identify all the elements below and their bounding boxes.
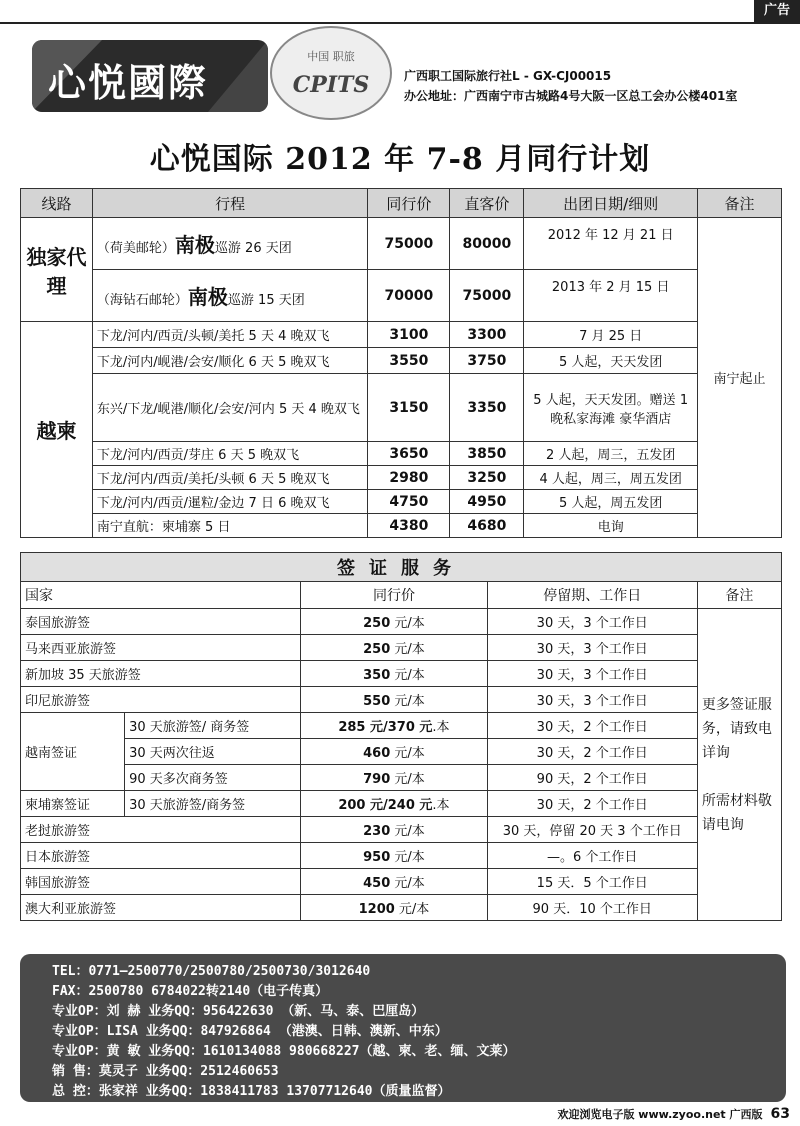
retail-price: 4680 <box>450 514 524 538</box>
visa-type: 90 天多次商务签 <box>125 765 301 791</box>
visa-type: 30 天两次往返 <box>125 739 301 765</box>
visa-stay: 30 天，3 个工作日 <box>487 635 697 661</box>
table-row <box>21 791 782 817</box>
visa-stay: 30 天，2 个工作日 <box>487 713 697 739</box>
contact-op-1: 专业OP：刘 赫 业务QQ：956422630 （新、马、泰、巴厘岛） <box>52 1004 425 1019</box>
retail-price: 4950 <box>450 490 524 514</box>
exclusive-label: 独家代理 <box>21 218 93 322</box>
departure-date: 5 人起，天天发团 <box>524 348 698 374</box>
table-row <box>21 609 782 635</box>
visa-price: 950 元/本 <box>301 843 487 869</box>
page-number: 63 <box>770 1106 790 1122</box>
retail-price: 80000 <box>450 218 524 270</box>
trade-price: 3650 <box>368 442 450 466</box>
departure-date: 5 人起，天天发团。赠送 1 晚私家海滩 豪华酒店 <box>524 374 698 442</box>
route-text: 下龙/河内/西贡/芽庄 6 天 5 晚双飞 <box>92 442 368 466</box>
col-trade-price: 同行价 <box>368 189 450 218</box>
visa-price: 1200 元/本 <box>301 895 487 921</box>
visa-country: 新加坡 35 天旅游签 <box>21 661 301 687</box>
cruise-itinerary: （海钻石邮轮）南极巡游 15 天团 <box>92 270 368 322</box>
col-note: 备注 <box>698 189 782 218</box>
table-row <box>21 661 782 687</box>
table-row <box>21 869 782 895</box>
visa-type: 30 天旅游签/商务签 <box>125 791 301 817</box>
vietnam-visa-label: 越南签证 <box>21 713 125 791</box>
brand-logo <box>32 40 268 112</box>
visa-country: 澳大利亚旅游签 <box>21 895 301 921</box>
departure-date: 7 月 25 日 <box>524 322 698 348</box>
visa-stay: 90 天．10 个工作日 <box>487 895 697 921</box>
table-row <box>21 765 782 791</box>
contact-panel <box>20 954 786 1102</box>
cpits-emblem <box>270 26 392 120</box>
visa-country: 马来西亚旅游签 <box>21 635 301 661</box>
trade-price: 2980 <box>368 466 450 490</box>
trade-price: 75000 <box>368 218 450 270</box>
retail-price: 3750 <box>450 348 524 374</box>
visa-stay: 90 天，2 个工作日 <box>487 765 697 791</box>
visa-price: 550 元/本 <box>301 687 487 713</box>
col-retail-price: 直客价 <box>450 189 524 218</box>
visa-stay: 30 天，停留 20 天 3 个工作日 <box>487 817 697 843</box>
visa-type: 30 天旅游签/ 商务签 <box>125 713 301 739</box>
visa-price: 230 元/本 <box>301 817 487 843</box>
visa-header-row <box>21 582 782 609</box>
table-row <box>21 442 782 466</box>
retail-price: 3850 <box>450 442 524 466</box>
route-text: 东兴/下龙/岘港/顺化/会安/河内 5 天 4 晚双飞 <box>92 374 368 442</box>
visa-price: 250 元/本 <box>301 609 487 635</box>
retail-price: 3350 <box>450 374 524 442</box>
visa-stay: 30 天，3 个工作日 <box>487 661 697 687</box>
visa-country: 印尼旅游签 <box>21 687 301 713</box>
visa-price: 450 元/本 <box>301 869 487 895</box>
table-row <box>21 270 782 322</box>
route-text: 下龙/河内/岘港/会安/顺化 6 天 5 晚双飞 <box>92 348 368 374</box>
departure-date: 2013 年 2 月 15 日 <box>524 270 698 322</box>
visa-country: 老挝旅游签 <box>21 817 301 843</box>
tour-header-row <box>21 189 782 218</box>
visa-country: 韩国旅游签 <box>21 869 301 895</box>
trade-price: 4380 <box>368 514 450 538</box>
table-row <box>21 895 782 921</box>
visa-price: 790 元/本 <box>301 765 487 791</box>
visa-stay: 15 天．5 个工作日 <box>487 869 697 895</box>
agency-name: 广西职工国际旅行社L - GX-CJ00015 <box>404 69 612 83</box>
route-text: 南宁直航：柬埔寨 5 日 <box>92 514 368 538</box>
retail-price: 3250 <box>450 466 524 490</box>
visa-table <box>20 552 782 921</box>
departure-date: 电询 <box>524 514 698 538</box>
visa-banner: 签证服务 <box>21 553 782 582</box>
departure-date: 2 人起，周三，五发团 <box>524 442 698 466</box>
top-rule <box>0 22 800 24</box>
visa-stay: 30 天，2 个工作日 <box>487 791 697 817</box>
col-country: 国家 <box>21 582 301 609</box>
table-row <box>21 514 782 538</box>
visa-price: 250 元/本 <box>301 635 487 661</box>
table-row <box>21 322 782 348</box>
visa-stay: —。6 个工作日 <box>487 843 697 869</box>
vietnam-cambodia-label: 越柬 <box>21 322 93 538</box>
contact-tel: TEL：0771—2500770/2500780/2500730/3012640 <box>52 964 371 979</box>
col-stay: 停留期、工作日 <box>487 582 697 609</box>
visa-price: 285 元/370 元.本 <box>301 713 487 739</box>
table-row <box>21 218 782 270</box>
page-title: 心悦国际 2012 年 7-8 月同行计划 <box>149 142 651 177</box>
visa-country: 泰国旅游签 <box>21 609 301 635</box>
visa-stay: 30 天，3 个工作日 <box>487 609 697 635</box>
trade-price: 4750 <box>368 490 450 514</box>
contact-sales: 销 售：莫灵子 业务QQ：2512460653 <box>52 1064 279 1079</box>
table-row <box>21 466 782 490</box>
col-route-line: 线路 <box>21 189 93 218</box>
visa-price: 460 元/本 <box>301 739 487 765</box>
col-visa-note: 备注 <box>697 582 781 609</box>
visa-country: 柬埔寨签证 <box>21 791 125 817</box>
trade-price: 70000 <box>368 270 450 322</box>
trade-price: 3100 <box>368 322 450 348</box>
table-row <box>21 817 782 843</box>
route-text: 下龙/河内/西贡/美托/头顿 6 天 5 晚双飞 <box>92 466 368 490</box>
route-text: 下龙/河内/西贡/头顿/美托 5 天 4 晚双飞 <box>92 322 368 348</box>
emblem-cn-text: 中国 职旅 <box>307 50 355 63</box>
table-row <box>21 687 782 713</box>
retail-price: 75000 <box>450 270 524 322</box>
cruise-itinerary: （荷美邮轮）南极巡游 26 天团 <box>92 218 368 270</box>
departure-date: 4 人起，周三，周五发团 <box>524 466 698 490</box>
table-row <box>21 374 782 442</box>
contact-op-3: 专业OP：黄 敏 业务QQ：1610134088 980668227（越、柬、老、缅、文莱） <box>52 1044 516 1059</box>
visa-note: 更多签证服务，请致电详询 所需材料敬请电询 <box>697 609 781 921</box>
trade-price: 3150 <box>368 374 450 442</box>
section-tag: 广告 <box>754 0 800 22</box>
page-footer <box>557 1106 790 1122</box>
trade-price: 3550 <box>368 348 450 374</box>
visa-price: 350 元/本 <box>301 661 487 687</box>
visa-price: 200 元/240 元.本 <box>301 791 487 817</box>
visa-stay: 30 天，2 个工作日 <box>487 739 697 765</box>
route-text: 下龙/河内/西贡/暹粒/金边 7 日 6 晚双飞 <box>92 490 368 514</box>
departure-date: 5 人起，周五发团 <box>524 490 698 514</box>
tour-note: 南宁起止 <box>698 218 782 538</box>
contact-op-2: 专业OP：LISA 业务QQ：847926864 （港澳、日韩、澳新、中东） <box>52 1024 448 1039</box>
table-row <box>21 348 782 374</box>
retail-price: 3300 <box>450 322 524 348</box>
table-row <box>21 635 782 661</box>
table-row <box>21 490 782 514</box>
agency-info <box>404 66 737 106</box>
agency-address: 办公地址：广西南宁市古城路4号大阪一区总工会办公楼401室 <box>404 89 738 103</box>
footer-text: 欢迎浏览电子版 www.zyoo.net 广西版 <box>557 1108 763 1121</box>
emblem-en-text: CPITS <box>292 72 370 98</box>
brand-logo-text: 心悦國際 <box>48 60 209 105</box>
col-itinerary: 行程 <box>92 189 368 218</box>
table-row <box>21 713 782 739</box>
contact-control: 总 控：张家祥 业务QQ：1838411783 13707712640（质量监督） <box>52 1084 451 1099</box>
col-departure: 出团日期/细则 <box>524 189 698 218</box>
visa-stay: 30 天，3 个工作日 <box>487 687 697 713</box>
tour-table <box>20 188 782 538</box>
contact-fax: FAX：2500780 6784022转2140（电子传真） <box>52 984 329 999</box>
visa-country: 日本旅游签 <box>21 843 301 869</box>
departure-date: 2012 年 12 月 21 日 <box>524 218 698 270</box>
table-row <box>21 739 782 765</box>
table-row <box>21 843 782 869</box>
col-visa-price: 同行价 <box>301 582 487 609</box>
